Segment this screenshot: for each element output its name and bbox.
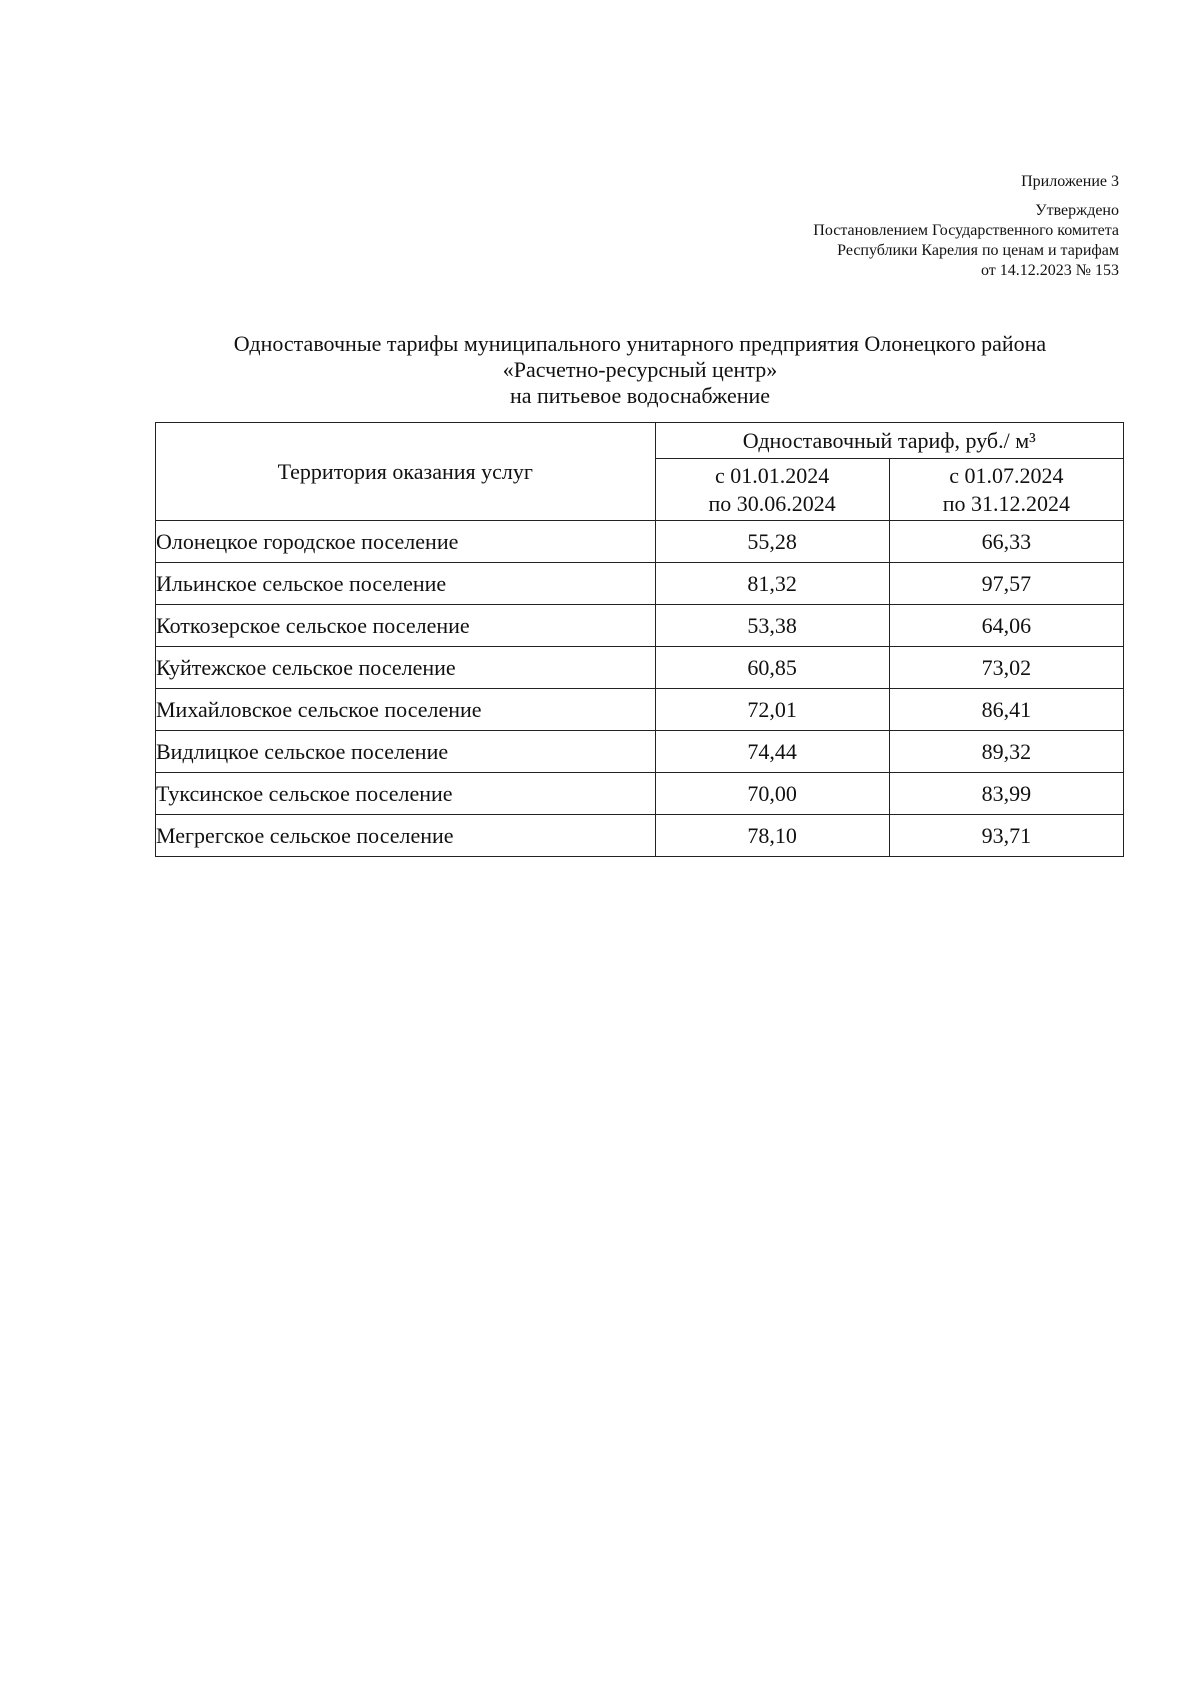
table-row bbox=[156, 521, 1124, 563]
table-row bbox=[156, 647, 1124, 689]
approval-header bbox=[813, 172, 1119, 281]
tariff-period-2: 83,99 bbox=[889, 773, 1123, 815]
approval-line-1: Постановлением Государственного комитета bbox=[813, 222, 1119, 239]
table-row bbox=[156, 815, 1124, 857]
period-1-to: по 30.06.2024 bbox=[708, 490, 836, 516]
period-2-from: с 01.07.2024 bbox=[949, 462, 1064, 488]
table-row bbox=[156, 731, 1124, 773]
territory-name: Мегрегское сельское поселение bbox=[156, 815, 656, 857]
tariff-period-1: 53,38 bbox=[655, 605, 889, 647]
table-row bbox=[156, 689, 1124, 731]
tariff-period-2: 93,71 bbox=[889, 815, 1123, 857]
period-1-header bbox=[655, 459, 889, 521]
table-row bbox=[156, 563, 1124, 605]
territory-name: Видлицкое сельское поселение bbox=[156, 731, 656, 773]
tariff-period-2: 97,57 bbox=[889, 563, 1123, 605]
tariff-table bbox=[155, 422, 1124, 857]
tariff-period-2: 73,02 bbox=[889, 647, 1123, 689]
territory-name: Михайловское сельское поселение bbox=[156, 689, 656, 731]
tariff-column-header: Одноставочный тариф, руб./ м³ bbox=[655, 423, 1123, 459]
period-2-to: по 31.12.2024 bbox=[942, 490, 1071, 516]
title-line-3: на питьевое водоснабжение bbox=[509, 383, 771, 408]
document-title bbox=[155, 331, 1125, 409]
territory-name: Олонецкое городское поселение bbox=[156, 521, 656, 563]
tariff-period-2: 66,33 bbox=[889, 521, 1123, 563]
tariff-period-1: 81,32 bbox=[655, 563, 889, 605]
tariff-period-1: 78,10 bbox=[655, 815, 889, 857]
territory-name: Туксинское сельское поселение bbox=[156, 773, 656, 815]
approval-line-2: Республики Карелия по ценам и тарифам bbox=[837, 242, 1119, 259]
appendix-label: Приложение 3 bbox=[1021, 173, 1119, 190]
approved-label: Утверждено bbox=[1035, 202, 1119, 219]
tariff-period-1: 72,01 bbox=[655, 689, 889, 731]
tariff-period-1: 74,44 bbox=[655, 731, 889, 773]
period-2-header bbox=[889, 459, 1123, 521]
tariff-period-1: 60,85 bbox=[655, 647, 889, 689]
approval-line-3: от 14.12.2023 № 153 bbox=[980, 262, 1119, 279]
tariff-period-2: 89,32 bbox=[889, 731, 1123, 773]
tariff-period-1: 70,00 bbox=[655, 773, 889, 815]
tariff-period-1: 55,28 bbox=[655, 521, 889, 563]
period-1-from: с 01.01.2024 bbox=[715, 462, 830, 488]
territory-name: Коткозерское сельское поселение bbox=[156, 605, 656, 647]
title-line-1: Одноставочные тарифы муниципального унитарного предприятия Олонецкого района bbox=[233, 331, 1047, 356]
territory-column-header: Территория оказания услуг bbox=[156, 423, 656, 521]
table-row bbox=[156, 773, 1124, 815]
territory-name: Куйтежское сельское поселение bbox=[156, 647, 656, 689]
tariff-period-2: 64,06 bbox=[889, 605, 1123, 647]
title-line-2: «Расчетно-ресурсный центр» bbox=[502, 357, 778, 382]
table-row bbox=[156, 605, 1124, 647]
tariff-period-2: 86,41 bbox=[889, 689, 1123, 731]
territory-name: Ильинское сельское поселение bbox=[156, 563, 656, 605]
